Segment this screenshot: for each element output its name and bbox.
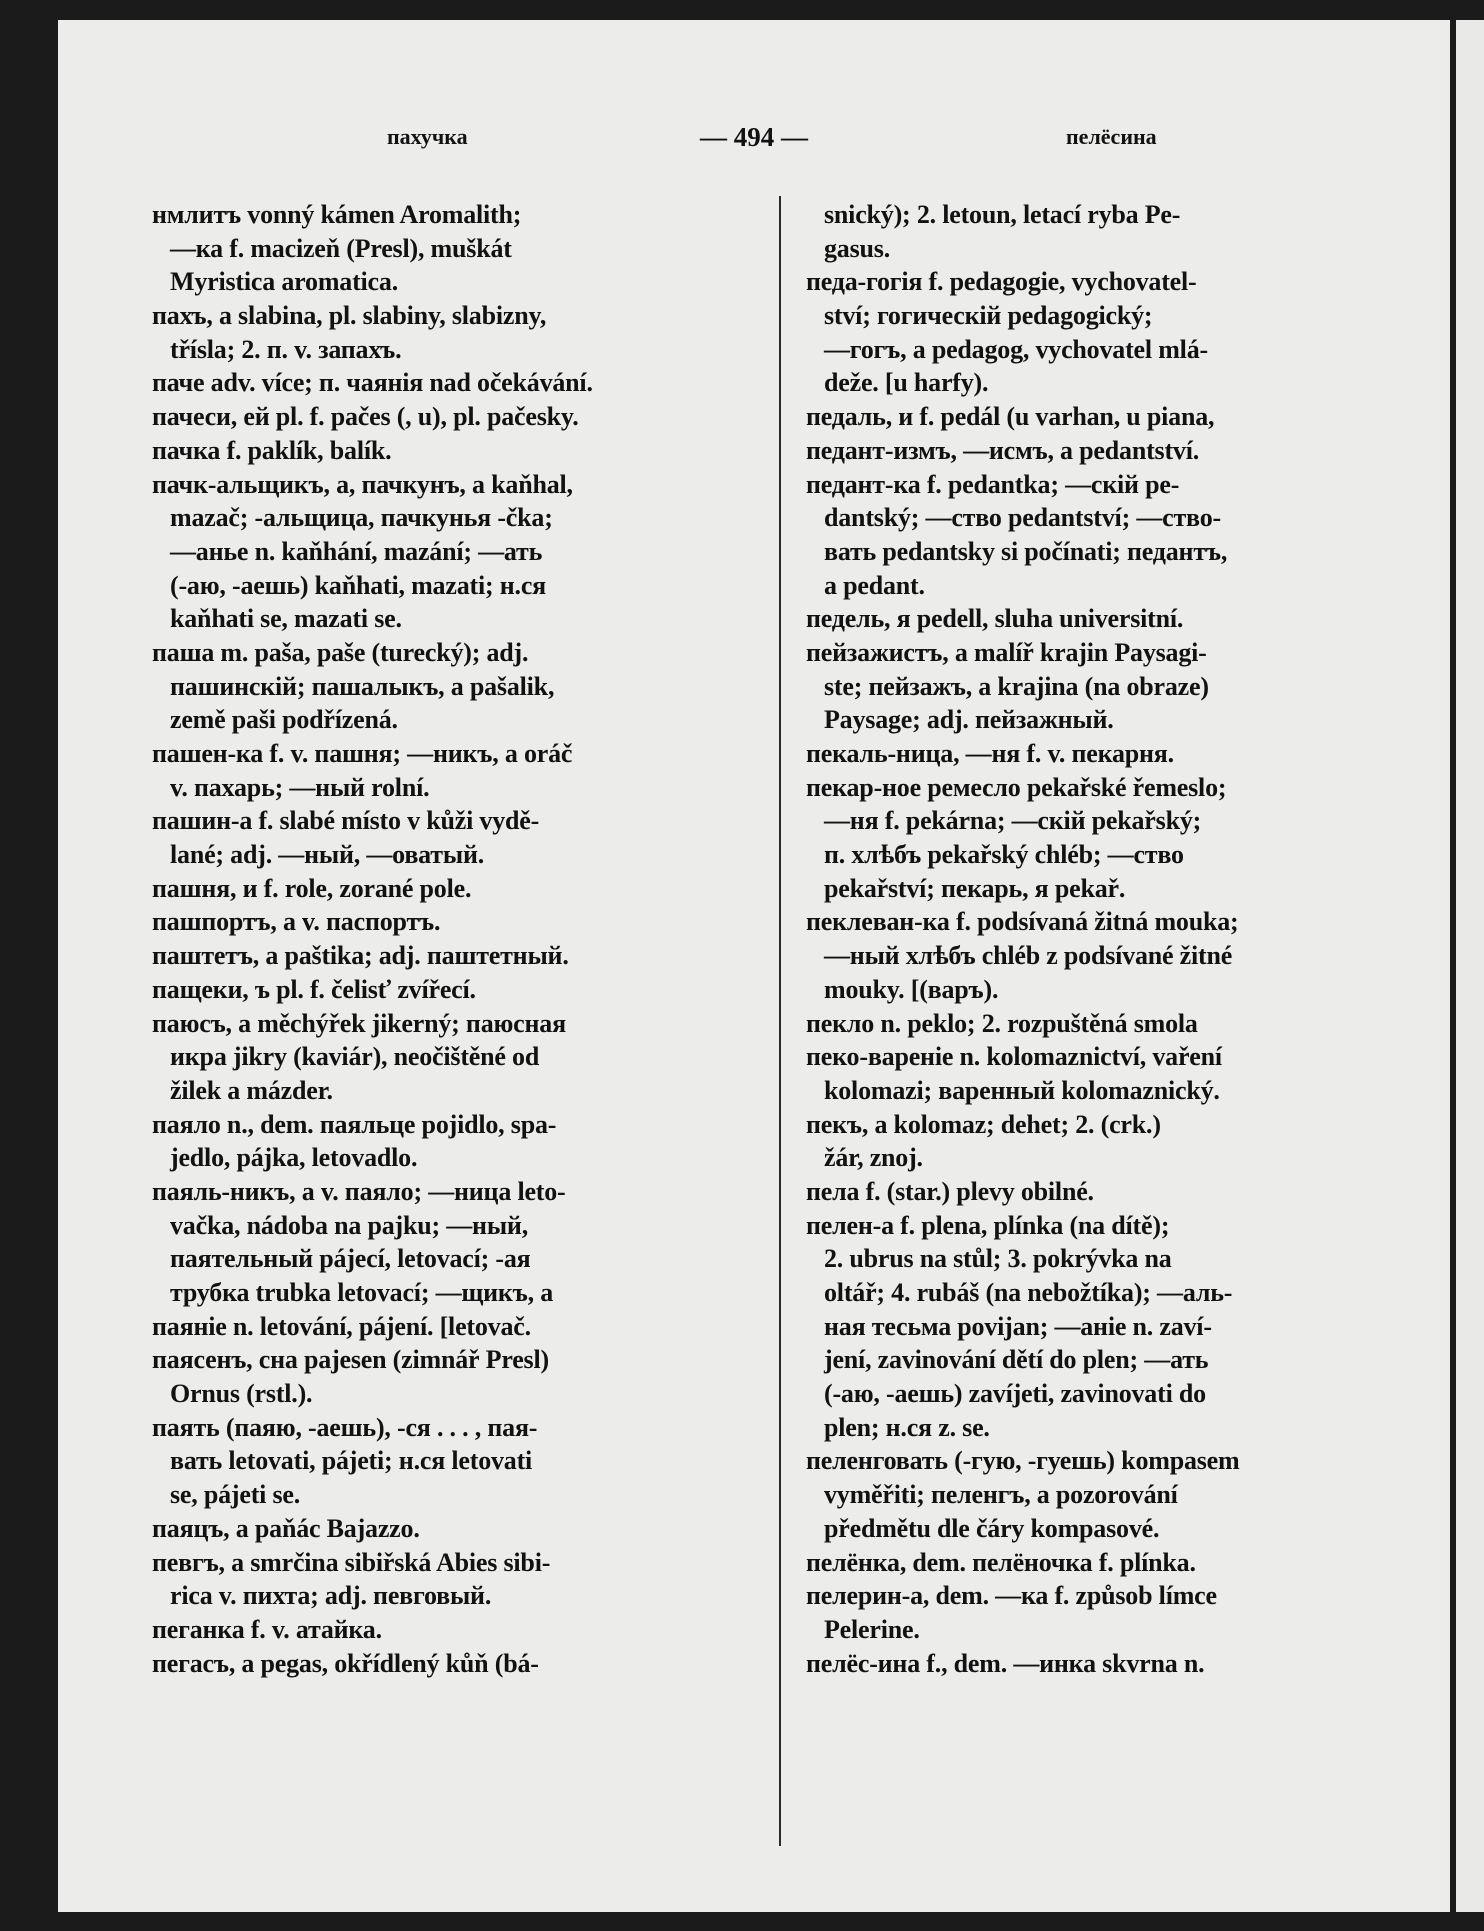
dictionary-line: паша m. paša, paše (turecký); adj. <box>152 637 529 667</box>
dictionary-line: (-аю, -аешь) kaňhati, mazati; н.ся <box>170 570 547 600</box>
dictionary-line: пелёс-ина f., dem. —инка skvrna n. <box>806 1648 1205 1678</box>
dictionary-line: 2. ubrus na stůl; 3. pokrývka na <box>824 1244 1172 1274</box>
dictionary-line: паятельный pájecí, letovací; -ая <box>170 1244 531 1274</box>
next-page-edge <box>1456 20 1484 1912</box>
dictionary-line: трубка trubka letovací; —щикъ, а <box>170 1278 554 1307</box>
dictionary-line: vyměřiti; пеленгъ, а pozorování <box>824 1480 1178 1510</box>
dictionary-line: паяль-никъ, а v. паяло; —ница leto- <box>152 1176 566 1206</box>
dictionary-line: gasus. <box>824 233 890 263</box>
dictionary-line: педа-гогія f. pedagogie, vychovatel- <box>806 267 1197 297</box>
column-divider <box>779 196 781 1846</box>
dictionary-line: —гогъ, а pedagog, vychovatel mlá- <box>824 334 1208 364</box>
dictionary-line: паяцъ, а paňác Bajazzo. <box>152 1513 420 1543</box>
dictionary-line: паяло n., dem. паяльце pojidlo, spa- <box>152 1109 557 1139</box>
dictionary-line: Paysage; adj. пейзажный. <box>824 705 1114 735</box>
dictionary-line: паять (паяю, -аешь), -ся . . . , пая- <box>152 1412 538 1442</box>
dictionary-line: jení, zavinování dětí do plen; —ать <box>824 1345 1209 1375</box>
dictionary-line: země paši podřízená. <box>170 705 398 735</box>
dictionary-line: ste; пейзажъ, а krajina (na obraze) <box>824 671 1209 701</box>
left-column <box>152 198 750 1888</box>
dictionary-line: vačka, nádoba na pajku; —ный, <box>170 1210 528 1240</box>
dictionary-line: lané; adj. —ный, —оватый. <box>170 840 485 870</box>
dictionary-line: пекъ, а kolomaz; dehet; 2. (crk.) <box>806 1109 1161 1139</box>
dictionary-line: пекар-ное ремесло pekařské řemeslo; <box>806 772 1227 802</box>
dictionary-line: —ный хлѣбъ chléb z podsívané žitné <box>824 941 1233 971</box>
dictionary-line: певгъ, а smrčina sibiřská Abies sibi- <box>152 1547 551 1577</box>
dictionary-line: пеклеван-ка f. podsívaná žitná mouka; <box>806 907 1239 937</box>
dictionary-line: пащеки, ъ pl. f. čelisť zvířecí. <box>152 974 476 1004</box>
dictionary-line: вать pedantsky si počínati; педантъ, <box>824 536 1228 566</box>
dictionary-line: пелёнка, dem. пелёночка f. plínka. <box>806 1547 1196 1577</box>
dictionary-line: педель, я pedell, sluha universitní. <box>806 604 1184 634</box>
dictionary-line: пеко-вареніе n. kolomaznictví, vaření <box>806 1042 1222 1072</box>
dictionary-line: пеленговать (-гую, -гуешь) kompasem <box>806 1446 1240 1476</box>
dictionary-line: паюсъ, а měchýřek jikerný; паюсная <box>152 1008 566 1038</box>
dictionary-line: пачка f. paklík, balík. <box>152 435 392 465</box>
dictionary-line: пелерин-а, dem. —ка f. způsob límce <box>806 1581 1217 1611</box>
dictionary-line: žár, znoj. <box>824 1143 923 1173</box>
dictionary-line: п. хлѣбъ pekařský chléb; —ство <box>824 840 1184 870</box>
dictionary-line: пашинскій; пашалыкъ, а pašalik, <box>170 671 555 701</box>
dictionary-line: паяніе n. letování, pájení. [letovač. <box>152 1311 531 1341</box>
dictionary-line: пела f. (star.) plevy obilné. <box>806 1176 1094 1206</box>
dictionary-line: пашин-а f. slabé místo v kůži vydě- <box>152 806 540 836</box>
dictionary-line: předmětu dle čáry kompasové. <box>824 1513 1160 1543</box>
dictionary-line: пелен-а f. plena, plínka (na dítě); <box>806 1210 1170 1240</box>
dictionary-line: se, pájeti se. <box>170 1480 301 1510</box>
dictionary-line: kaňhati se, mazati se. <box>170 604 402 634</box>
dictionary-line: (-аю, -аешь) zavíjeti, zavinovati do <box>824 1379 1206 1409</box>
dictionary-line: —анье n. kaňhání, mazání; —ать <box>170 536 543 566</box>
dictionary-line: пачеси, ей pl. f. pačes (, u), pl. pačesky. <box>152 402 579 432</box>
dictionary-line: пеганка f. v. атайка. <box>152 1614 382 1644</box>
dictionary-line: пашен-ка f. v. пашня; —никъ, а oráč <box>152 739 573 768</box>
dictionary-line: пашпортъ, а v. паспортъ. <box>152 907 441 937</box>
dictionary-line: Myristica aromatica. <box>170 267 398 297</box>
dictionary-line: пачк-альщикъ, а, пачкунъ, а kaňhal, <box>152 469 573 499</box>
dictionary-line: oltář; 4. rubáš (na nebožtíka); —аль- <box>824 1278 1233 1307</box>
header-right-guide-word: пелёсина <box>1066 124 1157 149</box>
page-number: — 494 — <box>700 122 808 152</box>
dictionary-line: jedlo, pájka, letovadlo. <box>170 1143 418 1173</box>
dictionary-line: rica v. пихта; adj. певговый. <box>170 1581 492 1611</box>
dictionary-line: паче adv. více; п. чаянія nad očekávání. <box>152 368 593 398</box>
dictionary-line: паштетъ, а paštika; adj. паштетный. <box>152 941 569 971</box>
header-left-guide-word: пахучка <box>387 124 468 149</box>
dictionary-line: педаль, и f. pedál (u varhan, u piana, <box>806 402 1215 432</box>
dictionary-line: třísla; 2. п. v. запахъ. <box>170 334 402 364</box>
dictionary-line: пейзажистъ, а malíř krajin Paysagi- <box>806 637 1207 667</box>
dictionary-line: педант-ка f. pedantka; —скій pe- <box>806 469 1180 499</box>
dictionary-line: пашня, и f. role, zorané pole. <box>152 873 472 903</box>
dictionary-line: kolomazi; варенный kolomaznický. <box>824 1075 1220 1105</box>
dictionary-line: snický); 2. letoun, letací ryba Pe- <box>824 200 1181 229</box>
dictionary-line: —ня f. pekárna; —скій pekařský; <box>824 806 1202 836</box>
dictionary-line: žilek a mázder. <box>170 1075 333 1105</box>
dictionary-line: пекло n. peklo; 2. rozpuštěná smola <box>806 1008 1198 1038</box>
dictionary-line: нмлитъ vonný kámen Aromalith; <box>152 200 522 229</box>
dictionary-line: a pedant. <box>824 570 925 600</box>
dictionary-line: deže. [u harfy). <box>824 368 989 398</box>
dictionary-line: пахъ, а slabina, pl. slabiny, slabizny, <box>152 301 547 331</box>
dictionary-line: ная тесьма povijan; —аніе n. zaví- <box>824 1311 1212 1341</box>
right-column <box>806 198 1406 1888</box>
dictionary-line: паясенъ, сна pajesen (zimnář Presl) <box>152 1345 549 1375</box>
dictionary-line: Pelerine. <box>824 1614 920 1644</box>
dictionary-line: пекаль-ница, —ня f. v. пекарня. <box>806 739 1174 768</box>
dictionary-line: икра jikry (kaviár), neočištěné od <box>170 1042 540 1072</box>
dictionary-line: Ornus (rstl.). <box>170 1379 313 1409</box>
dictionary-line: пегасъ, а pegas, okřídlený kůň (bá- <box>152 1648 539 1678</box>
dictionary-line: mouky. [(варъ). <box>824 974 999 1004</box>
dictionary-line: ství; гогическій pedagogický; <box>824 301 1153 331</box>
dictionary-line: педант-измъ, —исмъ, а pedantství. <box>806 435 1200 465</box>
dictionary-line: v. пахарь; —ный rolní. <box>170 772 430 802</box>
dictionary-line: pekařství; пекарь, я pekař. <box>824 873 1126 903</box>
dictionary-line: plen; н.ся z. se. <box>824 1412 990 1442</box>
dictionary-line: dantský; —ство pedantství; —ство- <box>824 503 1221 533</box>
dictionary-line: —ка f. macizeň (Presl), muškát <box>170 233 512 263</box>
dictionary-line: вать letovati, pájeti; н.ся letovati <box>170 1446 533 1476</box>
dictionary-line: mazač; -альщица, пачкунья -čka; <box>170 503 553 533</box>
